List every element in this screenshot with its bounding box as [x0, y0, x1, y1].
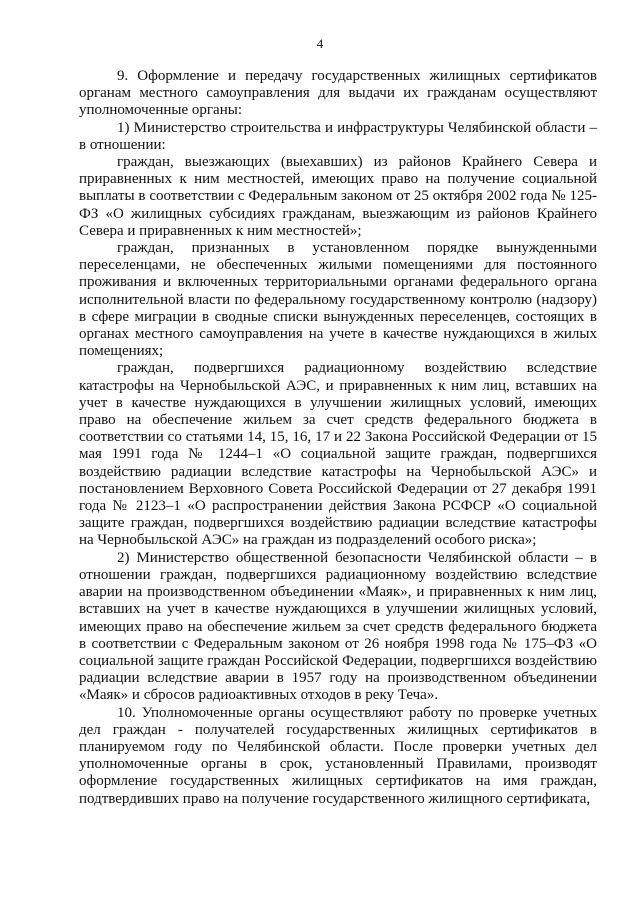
paragraph-item-10: 10. Уполномоченные органы осуществляют работу по проверке учетных дел граждан - получателей государственных жилищных сертификатов в планируемом году по Челябинской области. После проверки учетных дел уполномоченные органы в срок, установленный Правилами, производят оформление государственных жилищных сертификатов на имя граждан, подтвердивших право на получение государственного жилищного сертификата,: [79, 704, 597, 807]
document-body: [79, 68, 597, 808]
paragraph-item-9: 9. Оформление и передачу государственных жилищных сертификатов органам местного самоуправления для выдачи их гражданам осуществляют уполномоченные органы:: [79, 68, 597, 119]
paragraph-chernobyl: граждан, подвергшихся радиационному воздействию вследствие катастрофы на Чернобыльской АЭС, и приравненных к ним лиц, вставших на учет в качестве нуждающихся в улучшении жилищных условий, имеющих право на обеспечение жильем за счет средств федерального бюджета в соответствии со статьями 14, 15, 16, 17 и 22 Закона Российской Федерации от 15 мая 1991 года № 1244–1 «О социальной защите граждан, подвергшихся воздействию радиации вследствие катастрофы на Чернобыльской АЭС» и постановлением Верховного Совета Российской Федерации от 27 декабря 1991 года № 2123–1 «О распространении действия Закона РСФСР «О социальной защите граждан, подвергшихся воздействию радиации вследствие катастрофы на Чернобыльской АЭС» на граждан из подразделений особого риска»;: [79, 360, 597, 549]
paragraph-subitem-2: 2) Министерство общественной безопасности Челябинской области – в отношении граждан, подвергшихся радиационному воздействию вследствие аварии на производственном объединении «Маяк», и приравненных к ним лиц, вставших на учет в качестве нуждающихся в улучшении жилищных условий, имеющих право на обеспечение жильем за счет средств федерального бюджета в соответствии с Федеральным законом от 26 ноября 1998 года № 175–ФЗ «О социальной защите граждан Российской Федерации, подвергшихся воздействию радиации вследствие аварии в 1957 году на производственном объединении «Маяк» и сбросов радиоактивных отходов в реку Теча».: [79, 549, 597, 704]
paragraph-forced-migrants: граждан, признанных в установленном порядке вынужденными переселенцами, не обеспеченных жилыми помещениями для постоянного проживания и включенных территориальными органами федерального органа исполнительной власти по федеральному государственному контролю (надзору) в сфере миграции в сводные списки вынужденных переселенцев, состоящих в органах местного самоуправления на учете в качестве нуждающихся в жилых помещениях;: [79, 240, 597, 360]
paragraph-far-north: граждан, выезжающих (выехавших) из районов Крайнего Севера и приравненных к ним местностей, имеющих право на получение социальной выплаты в соответствии с Федеральным законом от 25 октября 2002 года № 125-ФЗ «О жилищных субсидиях гражданам, выезжающим из районов Крайнего Севера и приравненных к ним местностей»;: [79, 154, 597, 239]
page-number: 4: [316, 36, 324, 51]
paragraph-subitem-1: 1) Министерство строительства и инфраструктуры Челябинской области – в отношении:: [79, 119, 597, 153]
